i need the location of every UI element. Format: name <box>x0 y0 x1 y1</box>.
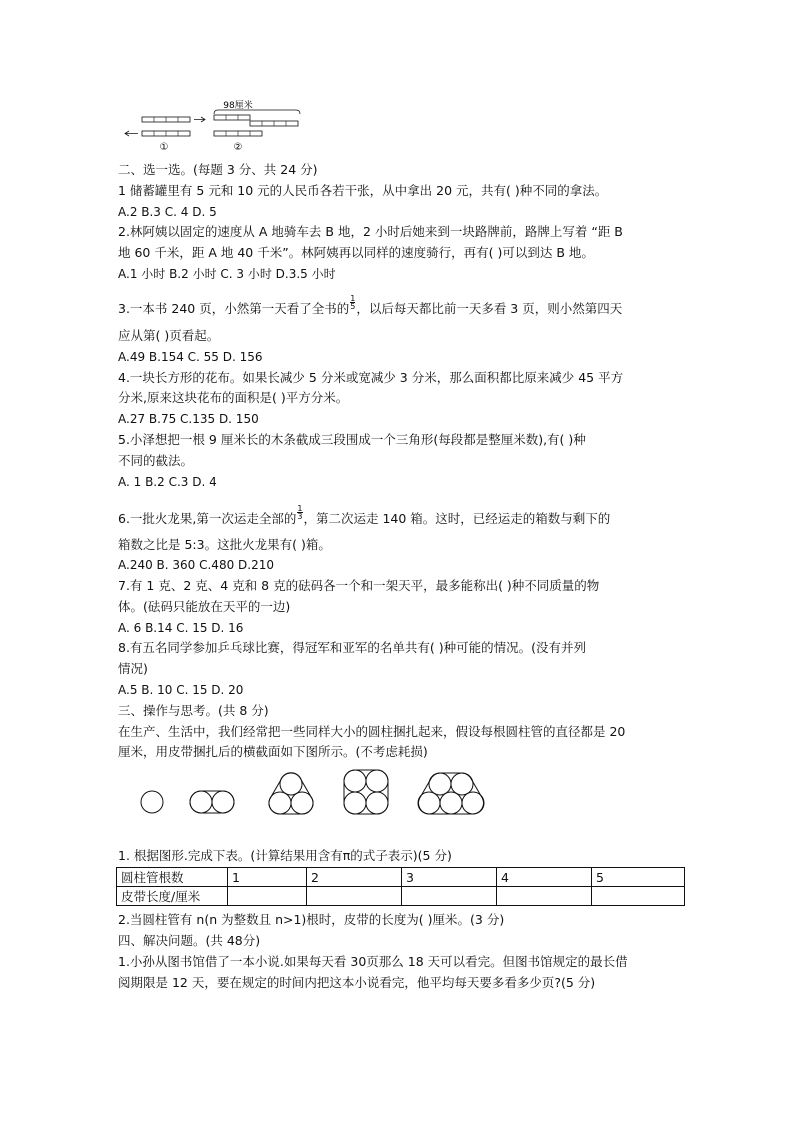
q4-line2: 分米,原来这块花布的面积是( )平方分米。 <box>118 390 349 405</box>
bar-segments-1 <box>142 117 190 122</box>
q7-line1: 7.有 1 克、2 克、4 克和 8 克的砝码各一个和一架天平，最多能称出( )种不同质量的物 <box>118 578 600 593</box>
bar-diagram <box>118 96 318 154</box>
label-2: ② <box>233 142 243 153</box>
q7-options: A. 6 B.14 C. 15 D. 16 <box>118 621 244 635</box>
table-row <box>117 868 685 887</box>
row-header-length: 皮带长度/厘米 <box>117 887 228 906</box>
q6-fraction: $\frac{1}{3}$ <box>297 504 303 521</box>
section3-heading: 三、操作与思考。(共 8 分) <box>118 703 269 718</box>
section3-task2: 2.当圆柱管有 n(n 为整数且 n>1)根时，皮带的长度为( )厘米。(3 分) <box>118 912 505 927</box>
q6-line1-post: ，第二次运走 140 箱。这时，已经运走的箱数与剩下的 <box>303 511 611 526</box>
q3-line1-pre: 3.一本书 240 页，小然第一天看了全书的 <box>118 301 350 316</box>
q3-line2: 应从第( )页看起。 <box>118 328 220 343</box>
col-5: 5 <box>592 868 685 887</box>
answer-cell[interactable] <box>307 887 402 906</box>
q3-line1 <box>118 295 622 317</box>
q8-line2: 情况) <box>118 661 148 676</box>
bar-segments-2 <box>214 115 298 126</box>
answer-cell[interactable] <box>228 887 307 906</box>
q1-text: 1 储蓄罐里有 5 元和 10 元的人民币各若干张，从中拿出 20 元，共有( )种不同的拿法。 <box>118 183 608 198</box>
col-3: 3 <box>402 868 497 887</box>
q4-line1: 4.一块长方形的花布。如果长减少 5 分米或宽减少 3 分米，那么面积都比原来减少 45 平方 <box>118 370 624 385</box>
bar-segments-3 <box>142 131 190 136</box>
q2-line2: 地 60 千米，距 A 地 40 千米”。林阿姨再以同样的速度骑行，再有( )可以到达 B 地。 <box>118 245 594 260</box>
section3-task1: 1. 根据图形.完成下表。(计算结果用含有π的式子表示)(5 分) <box>118 848 452 863</box>
pipe-bundle-figures <box>130 764 500 820</box>
length-label: 98厘米 <box>223 101 253 111</box>
q1-options: A.2 B.3 C. 4 D. 5 <box>118 205 217 219</box>
section3-intro2: 厘米，用皮带捆扎后的横截面如下图所示。(不考虑耗损) <box>118 744 428 759</box>
q3-fraction: $\frac{1}{5}$ <box>350 294 356 311</box>
bar-segments-4 <box>214 131 262 136</box>
q8-options: A.5 B. 10 C. 15 D. 20 <box>118 683 244 697</box>
q6-line1-pre: 6.一批火龙果,第一次运走全部的 <box>118 511 297 526</box>
q5-line1: 5.小泽想把一根 9 厘米长的木条截成三段围成一个三角形(每段都是整厘米数),有( )种 <box>118 432 586 447</box>
col-1: 1 <box>228 868 307 887</box>
row-header-count: 圆柱管根数 <box>117 868 228 887</box>
q2-line1: 2.林阿姨以固定的速度从 A 地骑车去 B 地，2 小时后她来到一块路牌前，路牌上写着 “距 B <box>118 224 623 239</box>
section4-q1-line1: 1.小孙从图书馆借了一本小说.如果每天看 30页那么 18 天可以看完。但图书馆规定的最长借 <box>118 954 628 969</box>
bundle-4 <box>344 770 388 814</box>
section4-q1-line2: 阅期限是 12 天，要在规定的时间内把这本小说看完，他平均每天要多看多少页?(5 分) <box>118 975 596 990</box>
q4-options: A.27 B.75 C.135 D. 150 <box>118 412 259 426</box>
section2-heading: 二、选一选。(每题 3 分、共 24 分) <box>118 162 318 177</box>
q6-line1 <box>118 505 610 527</box>
q3-line1-post: ，以后每天都比前一天多看 3 页，则小然第四天 <box>356 301 623 316</box>
belt-length-table <box>116 867 685 906</box>
answer-cell[interactable] <box>497 887 592 906</box>
col-4: 4 <box>497 868 592 887</box>
q3-options: A.49 B.154 C. 55 D. 156 <box>118 350 263 364</box>
right-arrow-icon <box>194 117 205 122</box>
bundle-1 <box>141 791 163 813</box>
q6-options: A.240 B. 360 C.480 D.210 <box>118 558 274 572</box>
label-1: ① <box>159 142 169 153</box>
left-arrow-icon <box>125 131 138 136</box>
table-row <box>117 887 685 906</box>
bundle-5 <box>418 773 484 814</box>
q5-line2: 不同的截法。 <box>118 453 194 468</box>
answer-cell[interactable] <box>402 887 497 906</box>
q2-options: A.1 小时 B.2 小时 C. 3 小时 D.3.5 小时 <box>118 267 336 281</box>
bundle-3 <box>269 773 313 814</box>
section3-intro1: 在生产、生活中，我们经常把一些同样大小的圆柱捆扎起来，假设每根圆柱管的直径都是 20 <box>118 724 626 739</box>
bundle-2 <box>190 791 234 813</box>
answer-cell[interactable] <box>592 887 685 906</box>
q6-line2: 箱数之比是 5:3。这批火龙果有( )箱。 <box>118 537 331 552</box>
q7-line2: 体。(砝码只能放在天平的一边) <box>118 599 291 614</box>
q8-line1: 8.有五名同学参加乒乓球比赛，得冠军和亚军的名单共有( )种可能的情况。(没有并列 <box>118 640 587 655</box>
col-2: 2 <box>307 868 402 887</box>
q5-options: A. 1 B.2 C.3 D. 4 <box>118 475 217 489</box>
section4-heading: 四、解决问题。(共 48分) <box>118 933 261 948</box>
